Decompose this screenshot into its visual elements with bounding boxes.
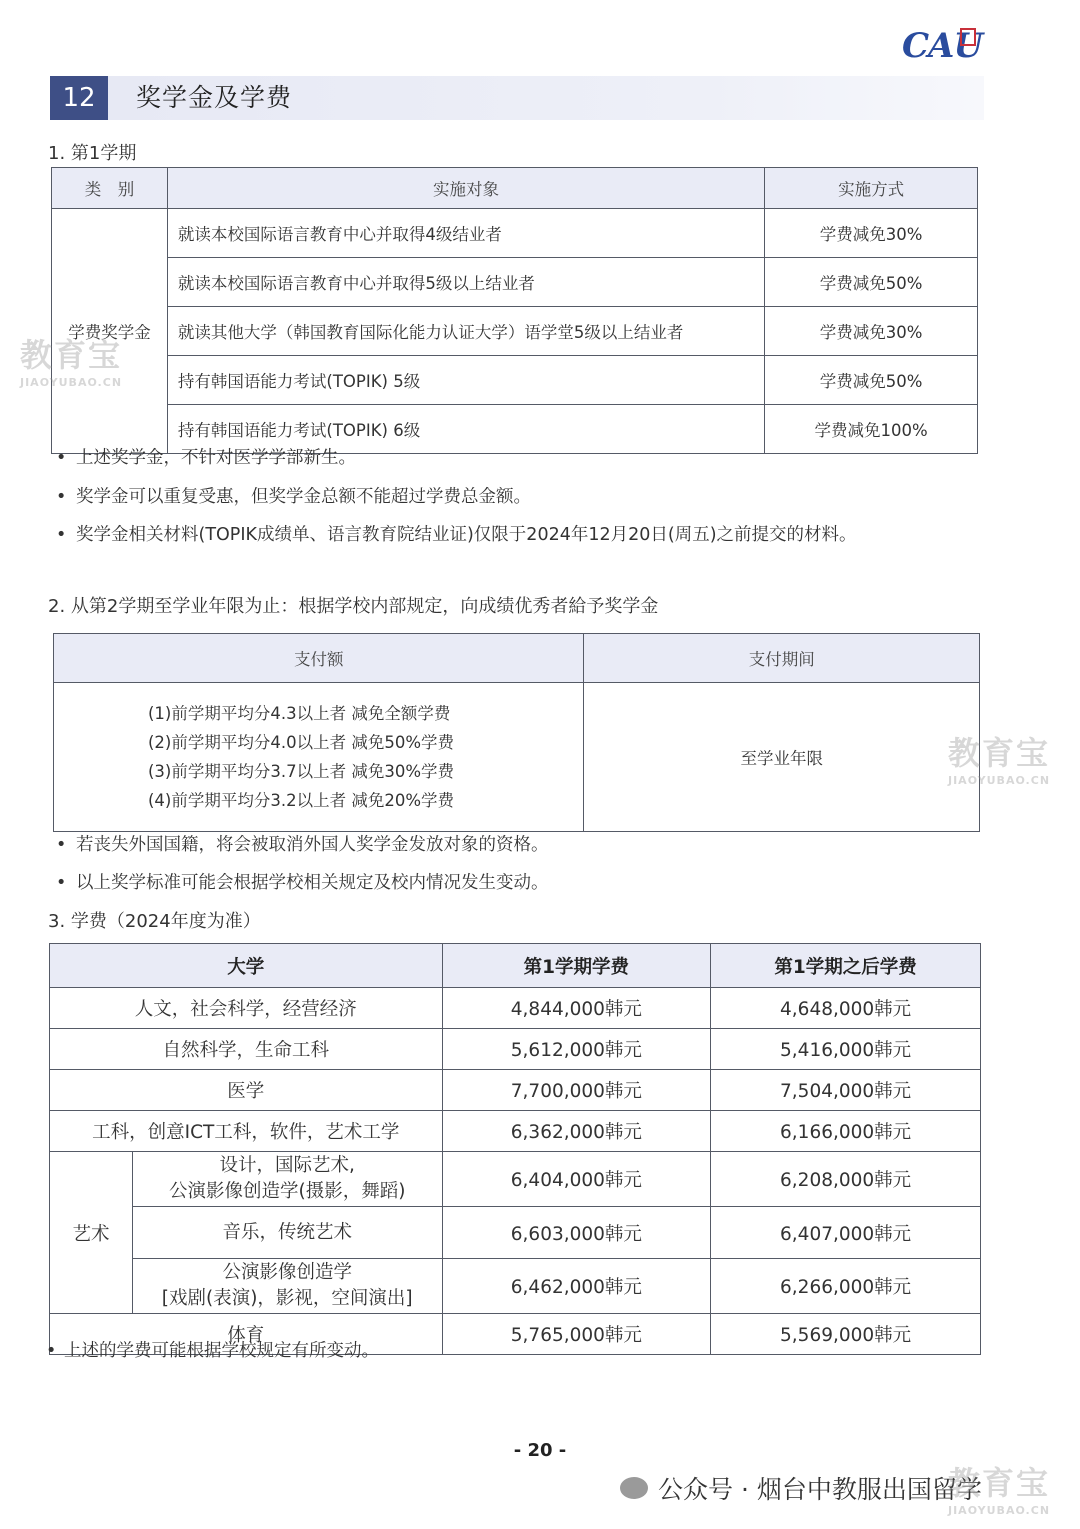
- table-row: [52, 209, 978, 258]
- section-header: [50, 76, 984, 120]
- method-cell: 学费减免50%: [765, 356, 978, 405]
- logo-box-mark: [960, 28, 976, 46]
- amount-line: (2)前学期平均分4.0以上者 减免50%学费: [148, 733, 455, 752]
- table-row: [54, 683, 980, 832]
- col-header: 实施对象: [167, 168, 764, 209]
- fee-cell: 6,166,000韩元: [711, 1111, 981, 1152]
- amount-line: (1)前学期平均分4.3以上者 减免全额学费: [148, 704, 451, 723]
- amount-line: (3)前学期平均分3.7以上者 减免30%学费: [148, 762, 455, 781]
- col-header: 大学: [50, 944, 443, 988]
- table-row: [50, 1259, 981, 1314]
- note-item: • 若丧失外国国籍，将会被取消外国人奖学金发放对象的资格。: [56, 835, 549, 855]
- table-row: [52, 307, 978, 356]
- target-cell: 就读其他大学（韩国教育国际化能力认证大学）语学堂5级以上结业者: [167, 307, 764, 356]
- method-cell: 学费减免50%: [765, 258, 978, 307]
- table-row: [50, 1070, 981, 1111]
- fee-cell: 5,765,000韩元: [442, 1314, 711, 1355]
- college-cell: 工科，创意ICT工科，软件，艺术工学: [50, 1111, 443, 1152]
- table-row: [50, 1029, 981, 1070]
- merit-scholarship-table: [53, 633, 980, 832]
- arts-label-cell: 艺术: [50, 1152, 133, 1314]
- watermark: 教育宝 JIAOYUBAO.CN: [948, 1464, 1051, 1517]
- category-cell: 学费奖学金: [52, 209, 168, 454]
- fee-cell: 6,603,000韩元: [442, 1207, 711, 1259]
- col-header: 支付期间: [584, 634, 980, 683]
- target-cell: 持有韩国语能力考试(TOPIK) 5级: [167, 356, 764, 405]
- fee-cell: 4,844,000韩元: [442, 988, 711, 1029]
- table-row: [50, 988, 981, 1029]
- scholarship-table: [51, 167, 978, 454]
- college-cell: 公演影像创造学 [戏剧(表演)，影视，空间演出]: [132, 1259, 442, 1314]
- cau-logo: CAU: [902, 26, 983, 66]
- col-header: 第1学期学费: [442, 944, 711, 988]
- college-cell: 医学: [50, 1070, 443, 1111]
- table-row: [50, 1207, 981, 1259]
- college-cell: 设计，国际艺术, 公演影像创造学(摄影，舞蹈): [132, 1152, 442, 1207]
- fee-cell: 6,407,000韩元: [711, 1207, 981, 1259]
- table-header-row: [54, 634, 980, 683]
- section1-heading: 1. 第1学期: [48, 143, 137, 164]
- fee-cell: 7,700,000韩元: [442, 1070, 711, 1111]
- fee-cell: 6,266,000韩元: [711, 1259, 981, 1314]
- note-item: • 上述的学费可能根据学校规定有所变动。: [46, 1341, 379, 1361]
- watermark: 教育宝 JIAOYUBAO.CN: [20, 336, 123, 389]
- period-cell: 至学业年限: [584, 683, 980, 832]
- watermark: 教育宝 JIAOYUBAO.CN: [948, 734, 1051, 787]
- note-item: • 上述奖学金，不针对医学学部新生。: [56, 448, 356, 468]
- table-row: [50, 1152, 981, 1207]
- table-header-row: [52, 168, 978, 209]
- target-cell: 就读本校国际语言教育中心并取得5级以上结业者: [167, 258, 764, 307]
- col-header: 第1学期之后学费: [711, 944, 981, 988]
- table-row: [50, 1111, 981, 1152]
- method-cell: 学费减免100%: [765, 405, 978, 454]
- note-item: • 以上奖学标准可能会根据学校相关规定及校内情况发生变动。: [56, 873, 549, 893]
- section-title: 奖学金及学费: [136, 83, 293, 112]
- section3-heading: 3. 学费（2024年度为准）: [48, 911, 261, 932]
- fee-cell: 5,416,000韩元: [711, 1029, 981, 1070]
- method-cell: 学费减免30%: [765, 209, 978, 258]
- fee-cell: 6,208,000韩元: [711, 1152, 981, 1207]
- wechat-footer: 公众号 · 烟台中教服出国留学: [620, 1470, 982, 1506]
- college-cell: 音乐，传统艺术: [132, 1207, 442, 1259]
- amount-cell: [54, 683, 584, 832]
- col-header: 实施方式: [765, 168, 978, 209]
- wechat-icon: [620, 1477, 648, 1499]
- fee-cell: 6,404,000韩元: [442, 1152, 711, 1207]
- fee-cell: 5,569,000韩元: [711, 1314, 981, 1355]
- table-row: [52, 356, 978, 405]
- table-header-row: [50, 944, 981, 988]
- tuition-table: [49, 943, 981, 1355]
- target-cell: 持有韩国语能力考试(TOPIK) 6级: [167, 405, 764, 454]
- section-number: 12: [50, 76, 108, 120]
- section2-heading: 2. 从第2学期至学业年限为止：根据学校内部规定，向成绩优秀者給予奖学金: [48, 596, 659, 617]
- fee-cell: 5,612,000韩元: [442, 1029, 711, 1070]
- fee-cell: 6,462,000韩元: [442, 1259, 711, 1314]
- college-cell: 自然科学，生命工科: [50, 1029, 443, 1070]
- col-header: 支付额: [54, 634, 584, 683]
- fee-cell: 4,648,000韩元: [711, 988, 981, 1029]
- fee-cell: 6,362,000韩元: [442, 1111, 711, 1152]
- method-cell: 学费减免30%: [765, 307, 978, 356]
- col-header: 类 别: [52, 168, 168, 209]
- note-item: • 奖学金相关材料(TOPIK成绩单、语言教育院结业证)仅限于2024年12月20日(周五)之前提交的材料。: [56, 525, 857, 545]
- fee-cell: 7,504,000韩元: [711, 1070, 981, 1111]
- page-number: - 20 -: [513, 1440, 567, 1461]
- note-item: • 奖学金可以重复受惠，但奖学金总额不能超过学费总金额。: [56, 487, 531, 507]
- college-cell: 体育: [50, 1314, 443, 1355]
- table-row: [52, 258, 978, 307]
- college-cell: 人文，社会科学，经营经济: [50, 988, 443, 1029]
- amount-line: (4)前学期平均分3.2以上者 减免20%学费: [148, 791, 455, 810]
- target-cell: 就读本校国际语言教育中心并取得4级结业者: [167, 209, 764, 258]
